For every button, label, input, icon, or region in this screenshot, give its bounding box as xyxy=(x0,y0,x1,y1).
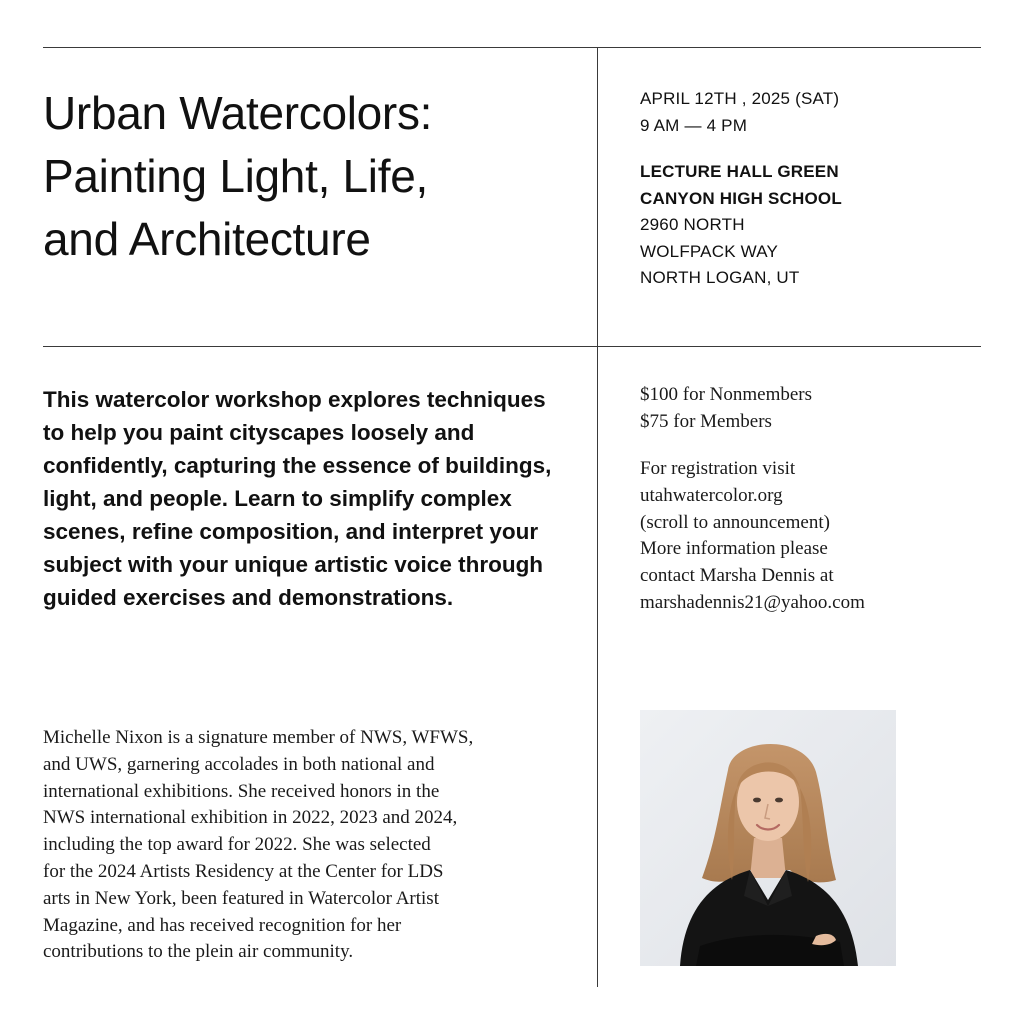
title-line-2: Painting Light, Life, xyxy=(43,150,428,202)
artist-bio xyxy=(43,725,563,966)
price-nonmembers: $100 for Nonmembers xyxy=(640,384,813,405)
bio-line: Michelle Nixon is a signature member of NWS, WFWS, xyxy=(43,727,474,748)
title-line-3: and Architecture xyxy=(43,213,371,265)
portrait-eye xyxy=(753,798,761,803)
top-rule xyxy=(43,47,981,48)
event-date: APRIL 12TH , 2025 (SAT) xyxy=(640,89,840,108)
column-divider xyxy=(597,47,598,987)
portrait-neck xyxy=(750,838,786,878)
registration-website-link[interactable]: utahwatercolor.org xyxy=(640,484,783,506)
contact-line-1: More information please xyxy=(640,538,828,560)
workshop-description: This watercolor workshop explores techniques to help you paint cityscapes loosely and confidently, capturing the essence of buildings, light, and people. Learn to simplify complex scenes, refine composition, and interpret your subject with your unique artistic voice through guided exercises and demonstrations. xyxy=(43,387,552,610)
contact-line-2: contact Marsha Dennis at xyxy=(640,565,834,587)
bio-line: arts in New York, been featured in Watercolor Artist xyxy=(43,887,439,909)
portrait-eye xyxy=(775,798,783,803)
registration-info xyxy=(640,456,865,617)
middle-rule xyxy=(43,346,981,347)
bio-line: NWS international exhibition in 2022, 2023 and 2024, xyxy=(43,807,458,829)
bio-line: for the 2024 Artists Residency at the Center for LDS xyxy=(43,860,444,882)
bio-line: including the top award for 2022. She was selected xyxy=(43,834,431,856)
venue-address-line-1: 2960 NORTH xyxy=(640,215,745,234)
title-line-1: Urban Watercolors: xyxy=(43,87,433,139)
artist-portrait-illustration xyxy=(640,710,896,966)
venue-address-line-2: WOLFPACK WAY xyxy=(640,241,779,261)
bio-line: international exhibitions. She received honors in the xyxy=(43,780,440,802)
event-datetime xyxy=(640,86,1000,139)
registration-line: For registration visit xyxy=(640,458,796,479)
page-title xyxy=(43,82,583,271)
contact-email-link[interactable]: marshadennis21@yahoo.com xyxy=(640,591,865,613)
venue-name-line-1: LECTURE HALL GREEN xyxy=(640,162,839,181)
venue-name-line-2: CANYON HIGH SCHOOL xyxy=(640,188,842,208)
price-members: $75 for Members xyxy=(640,410,772,432)
venue-address-line-3: NORTH LOGAN, UT xyxy=(640,268,800,287)
event-time: 9 AM — 4 PM xyxy=(640,115,748,135)
pricing xyxy=(640,382,812,436)
event-venue xyxy=(640,159,1000,292)
bio-line: Magazine, and has received recognition for her xyxy=(43,914,402,936)
bio-line: and UWS, garnering accolades in both national and xyxy=(43,753,435,775)
artist-portrait xyxy=(640,710,896,966)
registration-note: (scroll to announcement) xyxy=(640,511,830,533)
bio-line: contributions to the plein air community. xyxy=(43,941,354,963)
